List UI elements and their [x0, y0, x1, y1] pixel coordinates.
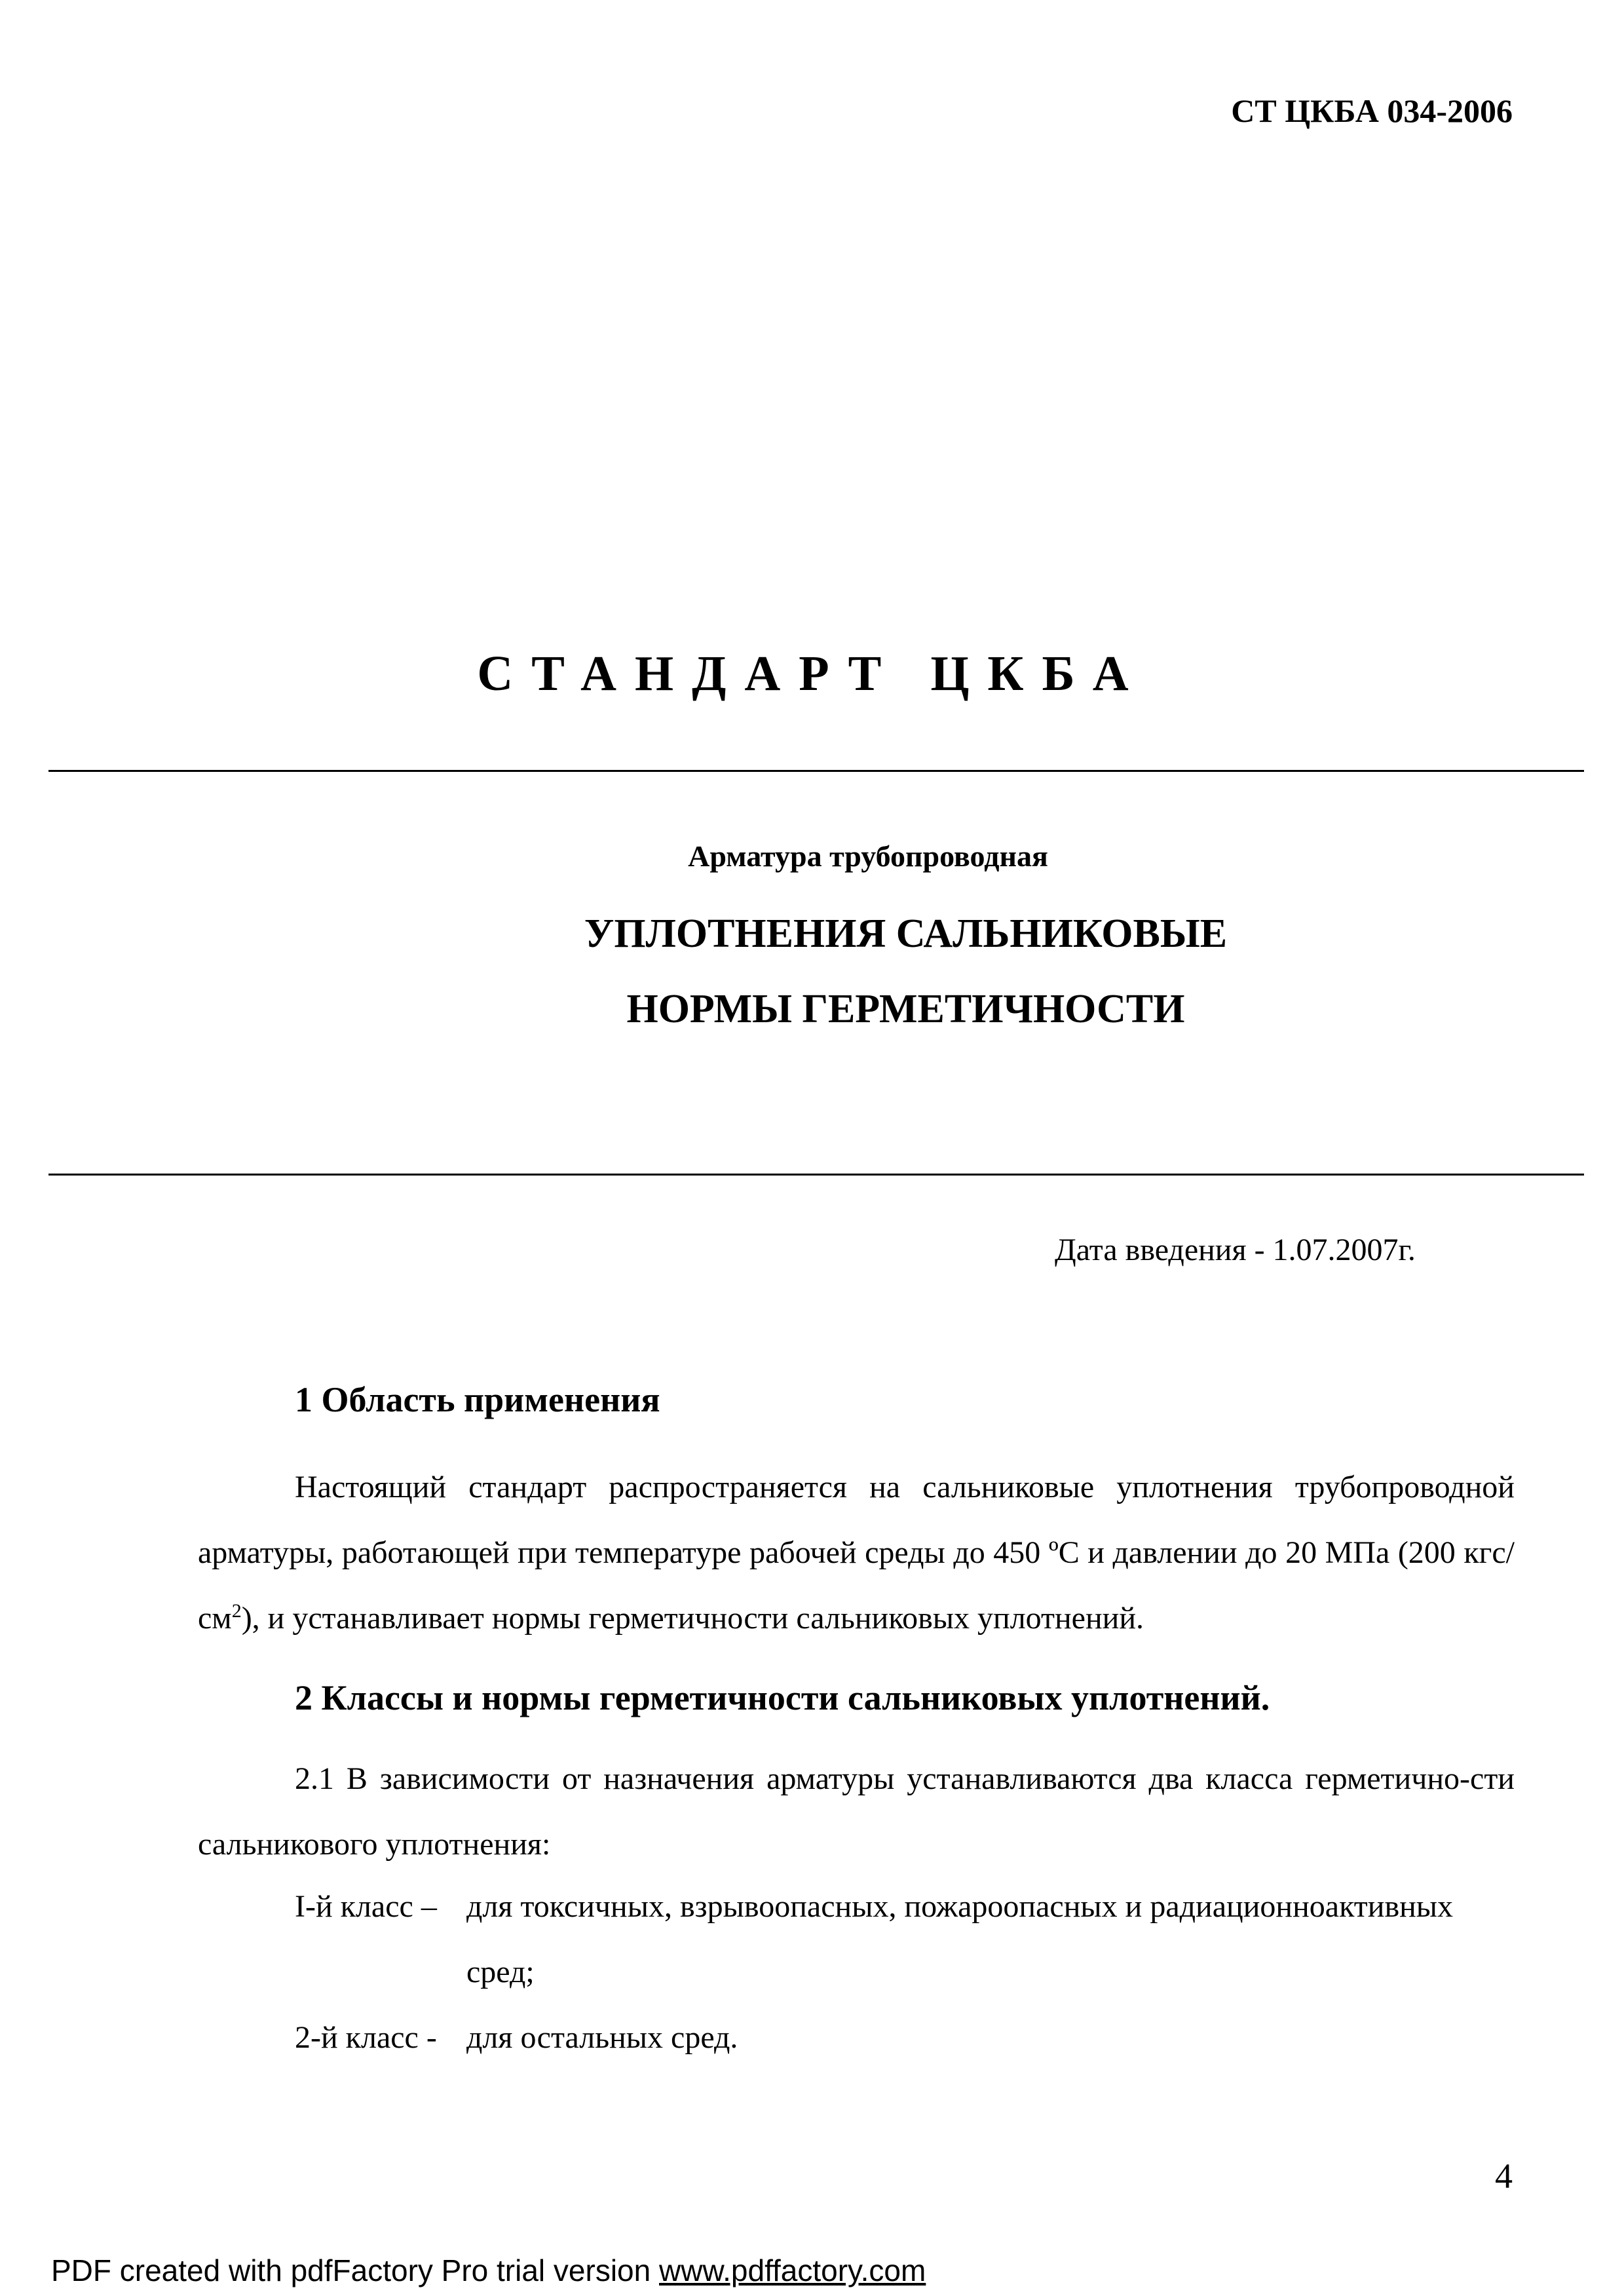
section-1-paragraph	[198, 1455, 1515, 1651]
page-number: 4	[1495, 2156, 1513, 2196]
class-description: для остальных сред.	[466, 2020, 738, 2055]
standard-title: СТАНДАРТ ЦКБА	[477, 646, 1147, 701]
document-code: СТ ЦКБА 034-2006	[1231, 92, 1513, 129]
section-1-heading: 1 Область применения	[295, 1380, 660, 1419]
class-name: I-й класс –	[295, 1889, 437, 1924]
section-1-text-part-2: ), и устанавливает нормы герметичности сальниковых уплотнений.	[241, 1601, 1144, 1636]
footer-text: PDF created with pdfFactory Pro trial version	[51, 2253, 659, 2287]
superscript-2: 2	[231, 1600, 242, 1622]
pdf-footer-banner	[51, 2253, 926, 2288]
class-item	[295, 1874, 1520, 2005]
class-name: 2-й класс -	[295, 2020, 437, 2055]
class-item	[295, 2005, 1520, 2071]
introduction-date: Дата введения - 1.07.2007г.	[1055, 1233, 1416, 1267]
main-title-line-2: НОРМЫ ГЕРМЕТИЧНОСТИ	[626, 987, 1185, 1031]
document-subtitle: Арматура трубопроводная	[688, 839, 1048, 873]
section-1-text-part-1: Настоящий стандарт распространяется на сальниковые уплотнения трубопроводной арматуры, работающей при температуре рабочей среды до 450 ºС и давлении до 20 МПа (200 кгс/см	[198, 1470, 1515, 1636]
main-title-line-1: УПЛОТНЕНИЯ САЛЬНИКОВЫЕ	[584, 911, 1228, 956]
section-2-heading: 2 Классы и нормы герметичности сальниковых уплотнений.	[295, 1678, 1270, 1717]
bottom-divider	[48, 1174, 1584, 1176]
class-description: для токсичных, взрывоопасных, пожароопасных и радиационноактивных сред;	[466, 1889, 1454, 1989]
pdffactory-link[interactable]: www.pdffactory.com	[659, 2253, 926, 2287]
top-divider	[48, 770, 1584, 772]
section-2-paragraph: 2.1 В зависимости от назначения арматуры устанавливаются два класса герметично-сти сальникового уплотнения:	[198, 1761, 1515, 1862]
